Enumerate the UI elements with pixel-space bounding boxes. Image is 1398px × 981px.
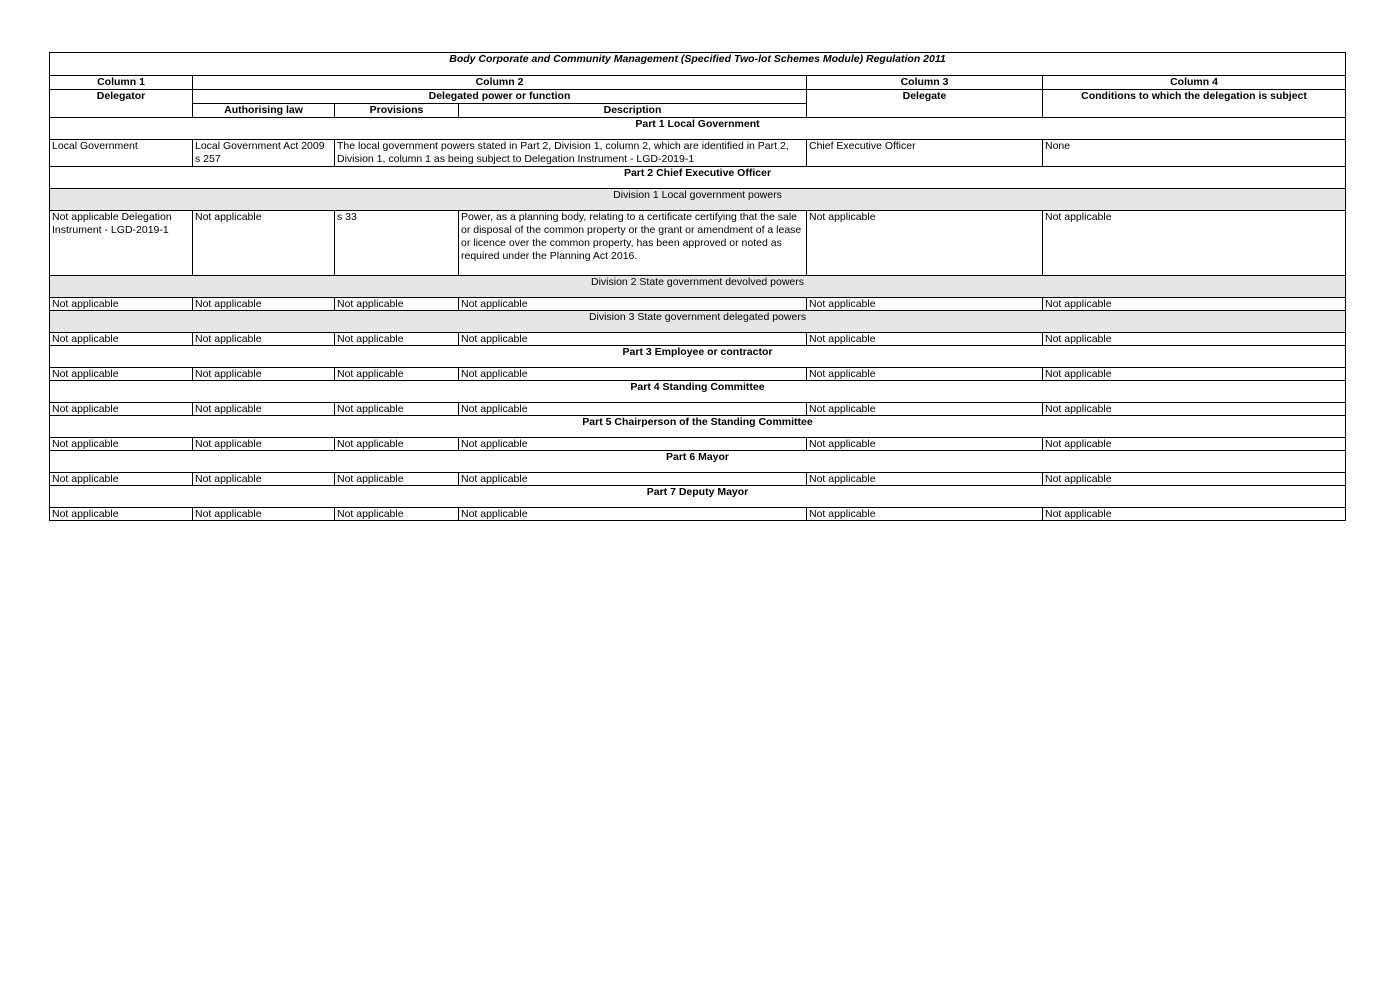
column-3-header: Column 3	[807, 76, 1043, 90]
column-1-header: Column 1	[50, 76, 193, 90]
table-row	[50, 508, 1346, 521]
authorising-law-cell: Not applicable	[193, 368, 335, 381]
table-row	[50, 333, 1346, 346]
authorising-law-cell: Not applicable	[193, 473, 335, 486]
delegated-power-header: Delegated power or function	[193, 90, 807, 104]
description-cell: Power, as a planning body, relating to a certificate certifying that the sale or disposal of the common property or the grant or amendment of a lease or licence over the common property, has been approved or noted as required under the Planning Act 2016.	[459, 211, 807, 276]
authorising-law-cell: Not applicable	[193, 438, 335, 451]
provisions-cell: Not applicable	[335, 403, 459, 416]
conditions-cell: None	[1043, 140, 1346, 167]
delegator-cell: Not applicable	[50, 333, 193, 346]
column-2-header: Column 2	[193, 76, 807, 90]
delegate-cell: Not applicable	[807, 298, 1043, 311]
authorising-law-cell: Not applicable	[193, 298, 335, 311]
description-header: Description	[459, 104, 807, 118]
part-7-heading: Part 7 Deputy Mayor	[50, 486, 1346, 508]
table-row	[50, 140, 1346, 167]
provisions-cell: Not applicable	[335, 473, 459, 486]
delegator-cell: Not applicable	[50, 508, 193, 521]
delegate-cell: Not applicable	[807, 211, 1043, 276]
conditions-cell: Not applicable	[1043, 438, 1346, 451]
description-cell: Not applicable	[459, 473, 807, 486]
provisions-cell: Not applicable	[335, 298, 459, 311]
table-row	[50, 473, 1346, 486]
table-row	[50, 211, 1346, 276]
page-title: Body Corporate and Community Management (Specified Two-lot Schemes Module) Regulation 2011	[50, 53, 1346, 76]
provisions-cell: Not applicable	[335, 333, 459, 346]
provisions-cell: s 33	[335, 211, 459, 276]
delegate-cell: Not applicable	[807, 368, 1043, 381]
delegate-cell: Not applicable	[807, 508, 1043, 521]
delegator-cell: Not applicable	[50, 298, 193, 311]
authorising-law-cell: Not applicable	[193, 333, 335, 346]
delegation-table	[49, 52, 1346, 521]
table-row	[50, 438, 1346, 451]
part-1-heading: Part 1 Local Government	[50, 118, 1346, 140]
provisions-cell: Not applicable	[335, 368, 459, 381]
delegate-cell: Not applicable	[807, 438, 1043, 451]
table-row	[50, 403, 1346, 416]
division-3-heading: Division 3 State government delegated powers	[50, 311, 1346, 333]
part-5-heading: Part 5 Chairperson of the Standing Committee	[50, 416, 1346, 438]
delegator-cell: Not applicable	[50, 403, 193, 416]
authorising-law-cell: Not applicable	[193, 211, 335, 276]
authorising-law-header: Authorising law	[193, 104, 335, 118]
table-row	[50, 368, 1346, 381]
provisions-cell: Not applicable	[335, 508, 459, 521]
provisions-cell: Not applicable	[335, 438, 459, 451]
authorising-law-cell: Not applicable	[193, 508, 335, 521]
part-2-heading: Part 2 Chief Executive Officer	[50, 167, 1346, 189]
delegate-cell: Not applicable	[807, 473, 1043, 486]
conditions-cell: Not applicable	[1043, 211, 1346, 276]
conditions-cell: Not applicable	[1043, 473, 1346, 486]
authorising-law-cell: Local Government Act 2009 s 257	[193, 140, 335, 167]
description-cell: Not applicable	[459, 333, 807, 346]
description-cell: Not applicable	[459, 403, 807, 416]
conditions-cell: Not applicable	[1043, 403, 1346, 416]
description-cell: Not applicable	[459, 368, 807, 381]
provisions-header: Provisions	[335, 104, 459, 118]
delegate-cell: Not applicable	[807, 333, 1043, 346]
provisions-description-cell: The local government powers stated in Part 2, Division 1, column 2, which are identified in Part 2, Division 1, column 1 as being subject to Delegation Instrument - LGD-2019-1	[335, 140, 807, 167]
conditions-cell: Not applicable	[1043, 298, 1346, 311]
division-2-heading: Division 2 State government devolved powers	[50, 276, 1346, 298]
description-cell: Not applicable	[459, 298, 807, 311]
delegator-cell: Not applicable	[50, 438, 193, 451]
conditions-cell: Not applicable	[1043, 508, 1346, 521]
description-cell: Not applicable	[459, 438, 807, 451]
delegate-cell: Not applicable	[807, 403, 1043, 416]
conditions-cell: Not applicable	[1043, 333, 1346, 346]
delegator-header: Delegator	[50, 90, 193, 118]
delegate-header: Delegate	[807, 90, 1043, 118]
description-cell: Not applicable	[459, 508, 807, 521]
conditions-header: Conditions to which the delegation is subject	[1043, 90, 1346, 118]
part-4-heading: Part 4 Standing Committee	[50, 381, 1346, 403]
part-3-heading: Part 3 Employee or contractor	[50, 346, 1346, 368]
delegator-cell: Not applicable	[50, 473, 193, 486]
delegator-cell: Local Government	[50, 140, 193, 167]
delegator-cell: Not applicable Delegation Instrument - LGD-2019-1	[50, 211, 193, 276]
column-4-header: Column 4	[1043, 76, 1346, 90]
conditions-cell: Not applicable	[1043, 368, 1346, 381]
part-6-heading: Part 6 Mayor	[50, 451, 1346, 473]
delegate-cell: Chief Executive Officer	[807, 140, 1043, 167]
authorising-law-cell: Not applicable	[193, 403, 335, 416]
table-row	[50, 298, 1346, 311]
division-1-heading: Division 1 Local government powers	[50, 189, 1346, 211]
delegator-cell: Not applicable	[50, 368, 193, 381]
